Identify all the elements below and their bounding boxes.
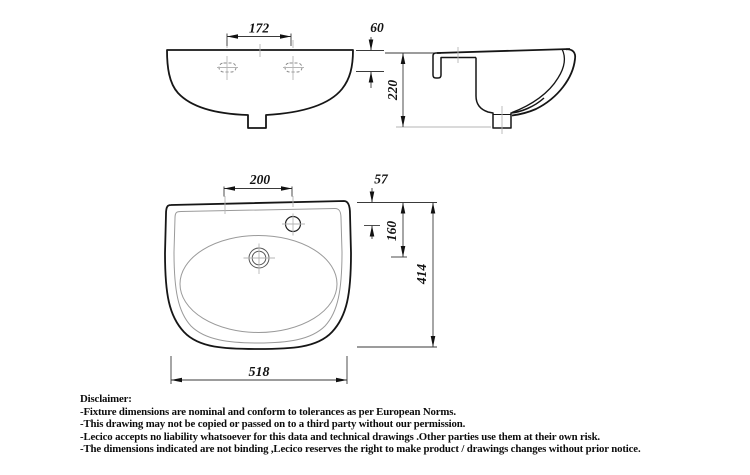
dimension-label-60: 60 — [370, 20, 384, 35]
dimension-label-160: 160 — [384, 220, 399, 242]
side-view-centerlines — [458, 47, 502, 134]
dimension-front-tap-spacing — [227, 21, 291, 47]
disclaimer-line: -The dimensions indicated are not binding ,Lecico reserves the right to make product / drawings changes without prior notice. — [80, 443, 641, 456]
dimension-label-200: 200 — [249, 172, 271, 187]
front-view — [167, 21, 353, 129]
disclaimer-line: -This drawing may not be copied or passed on to a third party without our permission. — [80, 418, 466, 431]
top-view-basin — [180, 236, 337, 333]
dimension-side-rim-to-tap — [356, 20, 384, 88]
top-view-inner-rim — [174, 209, 342, 344]
side-view-back-and-drain — [476, 58, 544, 129]
dimension-label-414: 414 — [414, 263, 429, 285]
dimension-label-57: 57 — [374, 171, 388, 187]
disclaimer — [80, 393, 740, 456]
dimension-label-220: 220 — [385, 79, 400, 101]
disclaimer-line: -Lecico accepts no liability whatsoever for this data and technical drawings .Other parties use them at their own risk. — [80, 430, 600, 443]
side-view-bowl-outer-curve — [512, 49, 575, 115]
dimension-top-back-to-drain — [384, 203, 407, 258]
side-view-wall-bracket — [433, 53, 476, 78]
side-view — [433, 47, 575, 134]
side-view-rim-top — [437, 49, 570, 53]
dimension-label-172: 172 — [248, 20, 270, 36]
top-view-centerlines — [225, 196, 305, 274]
top-view — [165, 172, 437, 385]
dimension-top-tap-spacing — [224, 172, 292, 197]
disclaimer-title: Disclaimer: — [80, 393, 132, 405]
dimension-top-width — [171, 356, 347, 384]
disclaimer-line: -Fixture dimensions are nominal and conform to tolerances as per European Norms. — [80, 405, 456, 418]
dimension-side-height — [385, 53, 491, 127]
front-view-outline — [167, 50, 353, 128]
top-view-outline — [165, 201, 351, 349]
dimension-label-518: 518 — [248, 365, 270, 380]
